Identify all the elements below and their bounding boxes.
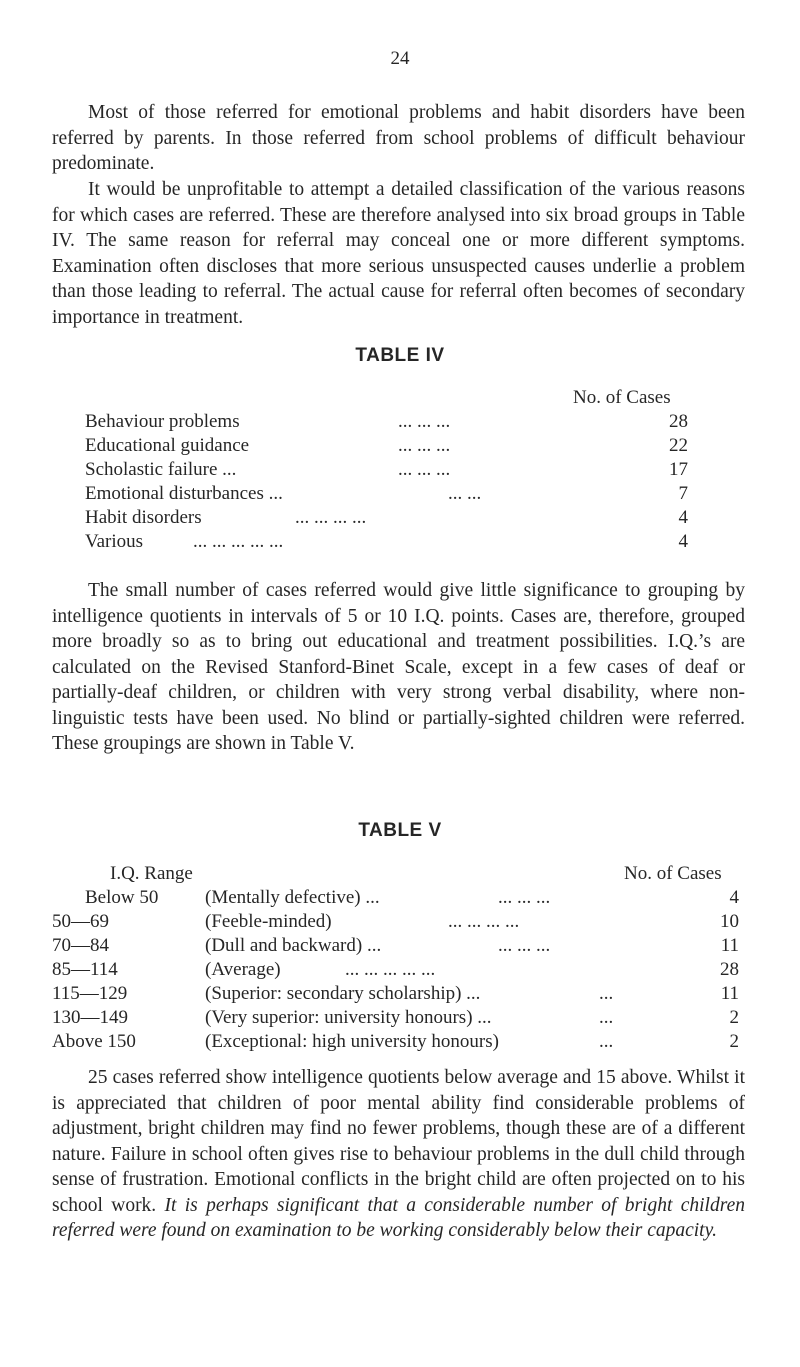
table-v-title: TABLE V	[358, 820, 442, 841]
paragraph-4-italic-text: It is perhaps significant that a considerable number of bright children referred were found on examination to be working considerably below their capacity.	[52, 1194, 745, 1241]
row-description: (Superior: secondary scholarship) ...	[205, 983, 481, 1004]
table-row	[0, 910, 800, 934]
table-row	[0, 1006, 800, 1030]
row-leader-dots: ... ... ... ... ...	[193, 531, 284, 552]
paragraph-4-text: 25 cases referred show intelligence quotients below average and 15 above. Whilst it is appreciated that children of poor mental ability find considerable problems of adjustment, bright children may find no fewer problems, though these are of a different nature. Failure in school often gives rise to behaviour problems in the dull child through sense of frustration. Emotional conflicts in the bright child are often projected on to his school work.	[52, 1067, 745, 1216]
row-description: (Dull and backward) ...	[205, 935, 382, 956]
row-leader-dots: ... ... ... ...	[295, 507, 367, 528]
row-leader-dots: ... ...	[448, 483, 482, 504]
row-count: 11	[720, 935, 739, 956]
table-iv-title: TABLE IV	[355, 345, 445, 366]
table-v-iq-header: I.Q. Range	[110, 863, 193, 884]
table-row	[0, 934, 800, 958]
table-row	[0, 886, 800, 910]
row-label: Behaviour problems	[85, 411, 240, 432]
table-row	[0, 982, 800, 1006]
row-leader-dots: ... ... ... ... ...	[345, 959, 436, 980]
row-range: Below 50	[85, 887, 159, 908]
row-label: Habit disorders	[85, 507, 202, 528]
table-v-header-row	[0, 862, 800, 886]
row-count: 22	[669, 435, 688, 456]
row-leader-dots: ...	[599, 1007, 614, 1028]
table-row	[0, 530, 800, 554]
table-row	[0, 410, 800, 434]
table-row	[0, 1030, 800, 1054]
row-leader-dots: ... ... ...	[398, 411, 451, 432]
row-count: 4	[678, 507, 688, 528]
row-label: Emotional disturbances ...	[85, 483, 283, 504]
table-row	[0, 958, 800, 982]
row-range: 115—129	[52, 983, 128, 1004]
row-count: 4	[729, 887, 739, 908]
table-iv-header-row	[0, 386, 800, 410]
row-count: 28	[669, 411, 688, 432]
row-count: 2	[729, 1007, 739, 1028]
row-range: 85—114	[52, 959, 118, 980]
row-label: Scholastic failure ...	[85, 459, 237, 480]
row-count: 2	[729, 1031, 739, 1052]
row-label: Various	[85, 531, 144, 552]
paragraph-2: It would be unprofitable to attempt a detailed classification of the various reasons for which cases are referred. These are therefore analysed into six broad groups in Table IV. The same reason for referral may conceal one or more different symptoms. Examination often discloses that more serious unsuspected causes underlie a problem than those leading to referral. The actual cause for referral often becomes of secondary importance in treatment.	[52, 179, 745, 328]
row-leader-dots: ...	[599, 983, 614, 1004]
row-leader-dots: ... ... ...	[498, 887, 551, 908]
paragraph-4	[52, 1065, 745, 1244]
row-count: 11	[720, 983, 739, 1004]
page-number: 24	[390, 48, 410, 69]
table-row	[0, 482, 800, 506]
row-count: 10	[720, 911, 739, 932]
table-row	[0, 434, 800, 458]
paragraph-1: Most of those referred for emotional problems and habit disorders have been referred by parents. In those referred from school problems of difficult behaviour predominate.	[52, 102, 745, 174]
row-count: 7	[678, 483, 688, 504]
row-leader-dots: ... ... ...	[398, 459, 451, 480]
row-label: Educational guidance	[85, 435, 250, 456]
table-row	[0, 506, 800, 530]
row-leader-dots: ... ... ... ...	[448, 911, 520, 932]
row-range: Above 150	[52, 1031, 136, 1052]
row-count: 28	[720, 959, 739, 980]
row-leader-dots: ... ... ...	[498, 935, 551, 956]
row-description: (Very superior: university honours) ...	[205, 1007, 492, 1028]
row-range: 50—69	[52, 911, 109, 932]
table-v-count-header: No. of Cases	[624, 863, 722, 884]
row-description: (Exceptional: high university honours)	[205, 1031, 499, 1052]
table-iv-count-header: No. of Cases	[573, 387, 671, 408]
row-leader-dots: ... ... ...	[398, 435, 451, 456]
row-description: (Average)	[205, 959, 281, 980]
row-range: 130—149	[52, 1007, 128, 1028]
row-description: (Feeble-minded)	[205, 911, 332, 932]
row-leader-dots: ...	[599, 1031, 614, 1052]
table-row	[0, 458, 800, 482]
row-range: 70—84	[52, 935, 109, 956]
paragraph-3: The small number of cases referred would give little significance to grouping by intelligence quotients in intervals of 5 or 10 I.Q. points. Cases are, therefore, grouped more broadly so as to bring out educational and treatment possibilities. I.Q.’s are calculated on the Revised Stanford-Binet Scale, except in a few cases of deaf or partially-deaf children, or children with very strong verbal disability, where non-linguistic tests have been used. No blind or partially-sighted children were referred. These groupings are shown in Table V.	[52, 580, 745, 754]
row-count: 17	[669, 459, 688, 480]
row-description: (Mentally defective) ...	[205, 887, 380, 908]
row-count: 4	[678, 531, 688, 552]
